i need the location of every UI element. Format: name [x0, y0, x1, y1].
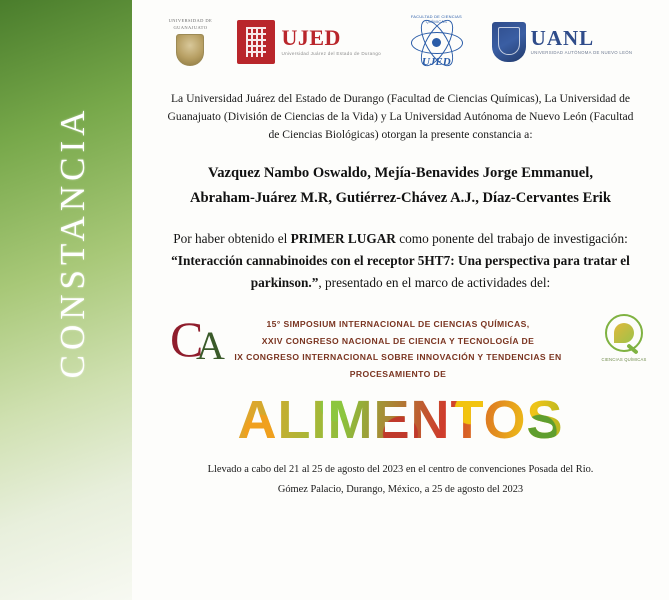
ujed-ciencias-quimicas-logo [406, 15, 466, 69]
uanl-subtitle: UNIVERSIDAD AUTÓNOMA DE NUEVO LEÓN [530, 50, 633, 56]
event-title-line-3: IX CONGRESO INTERNACIONAL SOBRE INNOVACIÓN Y TENDENCIAS EN [234, 352, 562, 363]
award-middle: como ponente del trabajo de investigación: [395, 230, 628, 246]
q-logo-caption: CIENCIAS QUÍMICAS [601, 356, 647, 362]
ug-logo-line1: UNIVERSIDAD DE [168, 18, 213, 24]
award-place: PRIMER LUGAR [290, 230, 396, 246]
ca-logo-letter-c: C [170, 310, 204, 367]
uanl-wordmark: UANL [530, 26, 595, 51]
constancia-vertical-title: CONSTANCIA [53, 105, 92, 379]
award-suffix: , presentado en el marco de actividades del: [318, 274, 551, 290]
atom-nucleus-icon [432, 38, 441, 47]
uanl-logo [492, 22, 633, 62]
award-prefix: Por haber obtenido el [173, 230, 291, 246]
ug-shield-icon [176, 34, 204, 66]
certificate-content [132, 0, 669, 600]
left-green-band [0, 0, 132, 600]
logos-row [132, 0, 669, 78]
uanl-shield-icon [492, 22, 526, 62]
q-leaf-icon [614, 323, 634, 343]
event-titles [228, 316, 568, 383]
ca-monogram-logo [170, 310, 232, 368]
event-title-line-2: XXIV CONGRESO NACIONAL DE CIENCIA Y TECNOLOGÍA DE [261, 335, 535, 346]
ujed-subtitle: Universidad Juárez del Estado de Durango [281, 50, 382, 56]
award-paragraph [166, 228, 635, 294]
ujed-wordmark: UJED [281, 24, 341, 50]
intro-paragraph: La Universidad Juárez del Estado de Durango (Facultad de Ciencias Químicas), La Universidad de Guanajuato (División de Ciencias de la Vida) y La Universidad Autónoma de Nuevo León (Facultad de Ciencias Biológicas) otorgan la presente constancia a: [167, 92, 634, 141]
footer-line-2: Gómez Palacio, Durango, México, a 25 de agosto del 2023 [277, 483, 524, 495]
footer-text [156, 460, 645, 499]
uanl-wordmark-group [531, 28, 633, 55]
atom-logo-mark: UJED [421, 56, 451, 68]
atom-logo-top-text: FACULTAD DE CIENCIAS QUÍMICAS [410, 14, 462, 24]
alimentos-headline: ALIMENTOS [132, 392, 669, 449]
ujed-wordmark-group [281, 24, 382, 58]
event-title-line-1: 15° SIMPOSIUM INTERNACIONAL DE CIENCIAS QUÍMICAS, [266, 318, 530, 329]
ciencias-quimicas-q-logo [601, 314, 647, 362]
recipient-names [148, 161, 653, 212]
ujed-logo [237, 20, 381, 64]
ujed-building-icon [237, 20, 275, 64]
ca-logo-letter-a: A [196, 322, 225, 368]
footer-line-1: Llevado a cabo del 21 al 25 de agosto del 2023 en el centro de convenciones Posada del Rio. [207, 464, 594, 476]
event-block [132, 310, 669, 388]
recipient-names-line-1: Vazquez Nambo Oswaldo, Mejía-Benavides Jorge Emmanuel, [208, 164, 593, 181]
universidad-de-guanajuato-logo [169, 18, 212, 66]
award-title: “Interacción cannabinoides con el receptor 5HT7: Una perspectiva para tratar el parkinson.” [171, 252, 630, 290]
recipient-names-line-2: Abraham-Juárez M.R, Gutiérrez-Chávez A.J., Díaz-Cervantes Erik [190, 190, 611, 207]
event-title-line-4: PROCESAMIENTO DE [349, 369, 447, 380]
ug-logo-line2: GUANAJUATO [173, 25, 208, 30]
